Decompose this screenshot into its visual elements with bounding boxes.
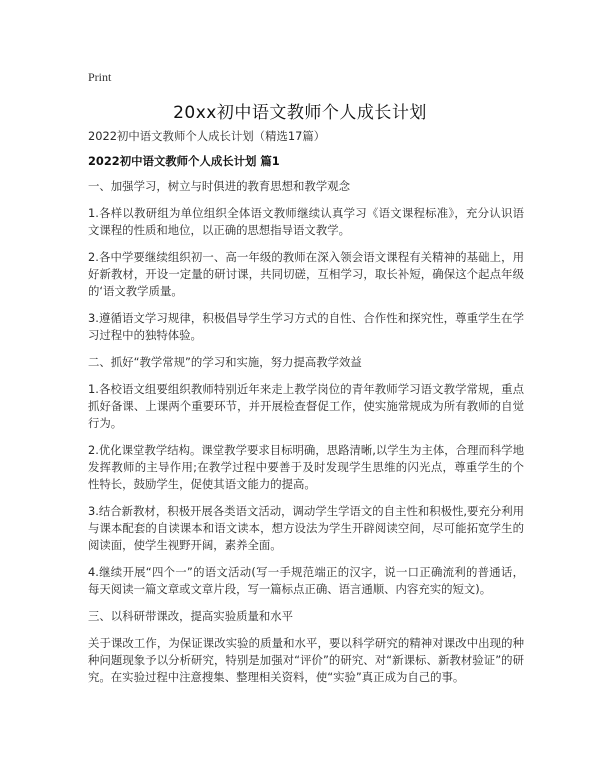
paragraph-1-1: 1.各样以教研组为单位组织全体语文教师继续认真学习《语文课程标准》，充分认识语文课程的性质和地位，以正确的思想指导语文教学。: [88, 206, 524, 237]
paragraph-2-3: 3.结合新教材，积极开展各类语文活动，调动学生学语文的自主性和积极性,要充分利用与课本配套的自读课本和语文读本，想方设法为学生开辟阅读空间，尽可能拓宽学生的阅读面，使学生视野开阔，素养全面。: [88, 504, 524, 552]
paragraph-2-4: 4.继续开展“四个一”的语文活动(写一手规范端正的汉字，说一口正确流利的普通话，每天阅读一篇文章或文章片段，写一篇标点正确、语言通顺、内容充实的短文)。: [88, 565, 524, 596]
paragraph-2-1: 1.各校语文组要组织教师特别近年来走上教学岗位的青年教师学习语文教学常规，重点抓好备课、上课两个重要环节，并开展检查督促工作，使实施常规成为所有教师的自觉行为。: [88, 382, 524, 430]
section-heading-3: 三、以科研带课改，提高实验质量和水平: [88, 609, 294, 623]
section-heading-2: 二、抓好“教学常规”的学习和实施，努力提高教学效益: [88, 355, 362, 369]
paragraph-3-1: 关于课改工作，为保证课改实验的质量和水平，要以科学研究的精神对课改中出现的种种问题现象予以分析研究，特别是加强对“评价”的研究、对“新课标、新教材验证”的研究。在实验过程中注意搜集、整理相关资料，使“实验”真正成为自己的事。: [88, 636, 524, 684]
paragraph-1-2: 2.各中学要继续组织初一、高一年级的教师在深入领会语文课程有关精神的基础上，用好新教材，开设一定量的研讨课，共同切磋，互相学习，取长补短，确保这个起点年级的‘语文教学质量。: [88, 250, 524, 298]
article-body: [88, 128, 524, 696]
print-link[interactable]: Print: [88, 70, 112, 84]
paragraph-2-2: 2.优化课堂教学结构。课堂教学要求目标明确，思路清晰,以学生为主体，合理而科学地发挥教师的主导作用;在教学过程中要善于及时发现学生思维的闪光点，尊重学生的个性特长，鼓励学生，促使其语文能力的提高。: [88, 443, 524, 491]
section-title: 2022初中语文教师个人成长计划 篇1: [88, 154, 280, 168]
section-heading-1: 一、加强学习，树立与时俱进的教育思想和教学观念: [88, 179, 350, 193]
page-title: 20xx初中语文教师个人成长计划: [173, 103, 427, 123]
article-subtitle: 2022初中语文教师个人成长计划（精选17篇）: [88, 129, 326, 143]
paragraph-1-3: 3.遵循语文学习规律，积极倡导学生学习方式的自性、合作性和探究性，尊重学生在学习过程中的独特体验。: [88, 311, 524, 342]
